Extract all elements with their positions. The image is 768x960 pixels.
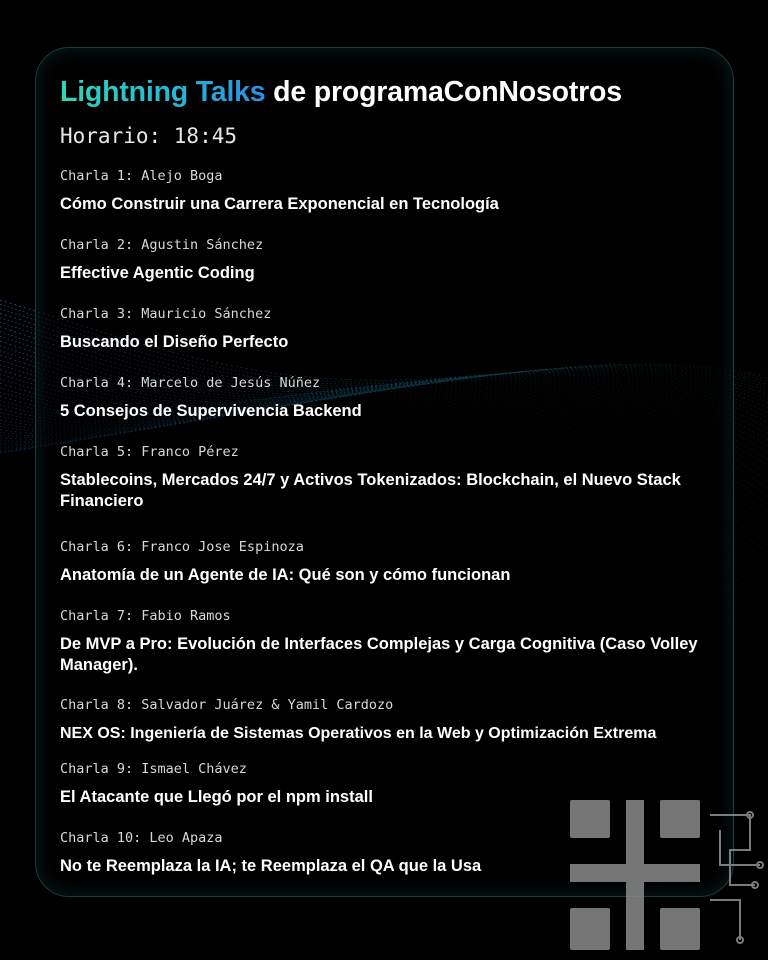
talk-item xyxy=(60,539,720,586)
talk-title: Anatomía de un Agente de IA: Qué son y cómo funcionan xyxy=(60,566,511,584)
talk-title: Cómo Construir una Carrera Exponencial en Tecnología xyxy=(60,195,499,213)
talk-speaker: Charla 5: Franco Pérez xyxy=(60,444,239,460)
talk-speaker: Charla 4: Marcelo de Jesús Núñez xyxy=(60,375,321,391)
talk-item xyxy=(60,697,750,744)
talk-item xyxy=(60,375,720,422)
talk-speaker: Charla 1: Alejo Boga xyxy=(60,168,223,184)
title-highlight: Lightning Talks xyxy=(60,76,266,108)
talk-title: Buscando el Diseño Perfecto xyxy=(60,333,289,351)
talk-title: El Atacante que Llegó por el npm install xyxy=(60,788,373,806)
talk-speaker: Charla 6: Franco Jose Espinoza xyxy=(60,539,304,555)
talk-item xyxy=(60,761,720,808)
talk-item xyxy=(60,168,720,215)
schedule-time: Horario: 18:45 xyxy=(60,124,238,148)
talk-item xyxy=(60,444,720,512)
talk-speaker: Charla 3: Mauricio Sánchez xyxy=(60,306,272,322)
talk-speaker: Charla 7: Fabio Ramos xyxy=(60,608,231,624)
talk-speaker: Charla 9: Ismael Chávez xyxy=(60,761,247,777)
talk-title: NEX OS: Ingeniería de Sistemas Operativos en la Web y Optimización Extrema xyxy=(60,725,657,742)
talk-title: No te Reemplaza la IA; te Reemplaza el QA que la Usa xyxy=(60,857,482,875)
talk-title: 5 Consejos de Supervivencia Backend xyxy=(60,402,362,420)
title-rest: de programaConNosotros xyxy=(265,76,622,108)
talk-title: De MVP a Pro: Evolución de Interfaces Complejas y Carga Cognitiva (Caso Volley Manager). xyxy=(60,635,698,674)
talk-item xyxy=(60,306,720,353)
talk-speaker: Charla 10: Leo Apaza xyxy=(60,830,223,846)
talk-item xyxy=(60,830,720,877)
talk-item xyxy=(60,608,720,676)
talk-title: Effective Agentic Coding xyxy=(60,264,255,282)
talk-speaker: Charla 2: Agustin Sánchez xyxy=(60,237,264,253)
talk-title: Stablecoins, Mercados 24/7 y Activos Tokenizados: Blockchain, el Nuevo Stack Financiero xyxy=(60,471,681,510)
talk-item xyxy=(60,237,720,284)
page-title xyxy=(60,76,622,109)
talk-speaker: Charla 8: Salvador Juárez & Yamil Cardozo xyxy=(60,697,394,713)
